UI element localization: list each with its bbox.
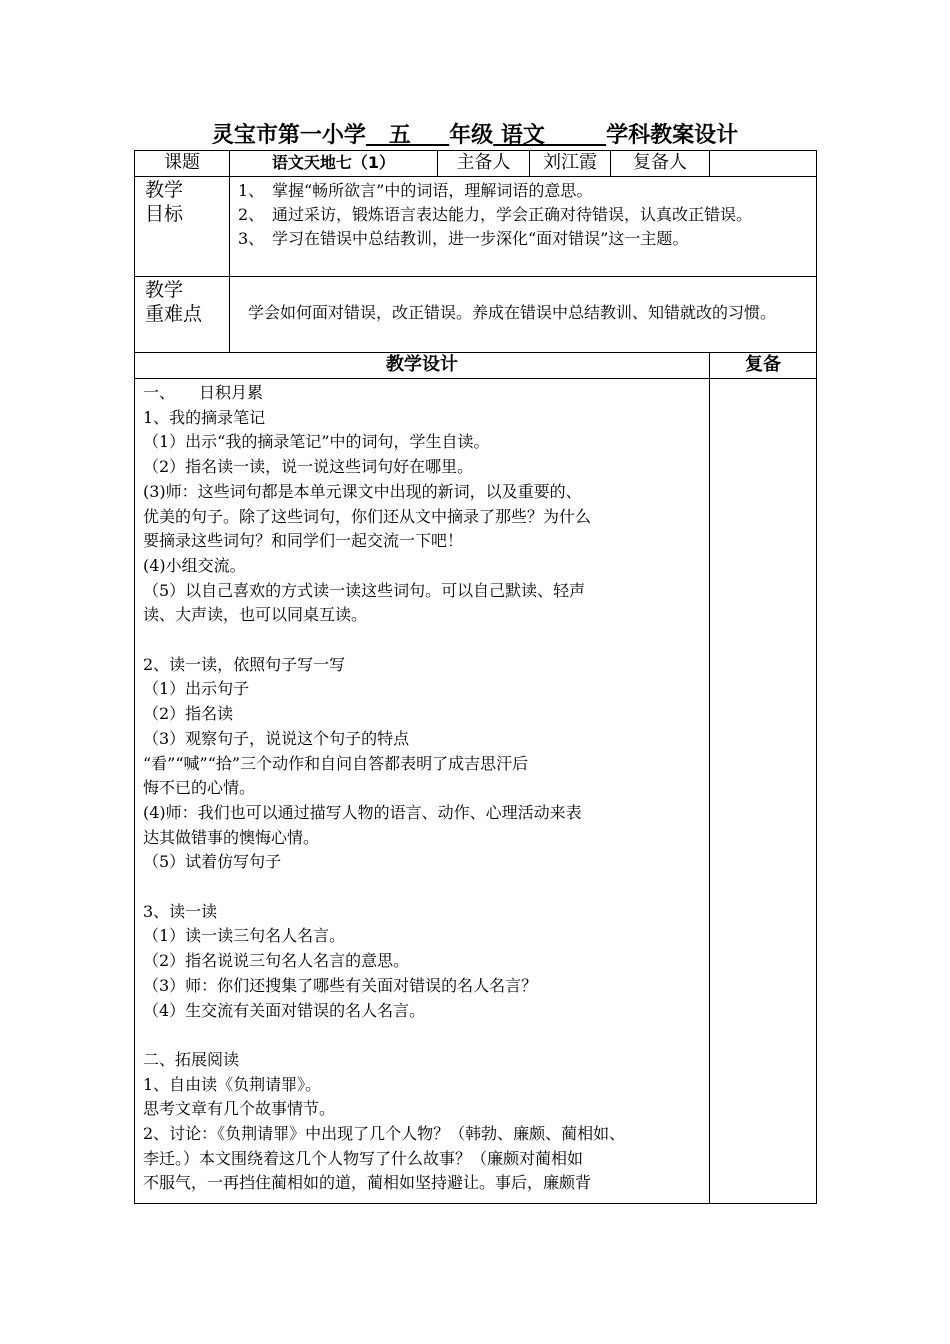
design-line: （3）观察句子，说说这个句子的特点 <box>143 728 410 748</box>
design-line: 要摘录这些词句？和同学们一起交流一下吧！ <box>143 531 464 551</box>
design-line: 一、 日积月累 <box>143 383 264 402</box>
review-body <box>710 379 817 1204</box>
goals-label-line1: 教学 <box>145 179 184 201</box>
goal-item-2-text: 通过采访，锻炼语言表达能力，学会正确对待错误，认真改正错误。 <box>272 205 753 224</box>
design-body-cell <box>135 379 710 1204</box>
design-line <box>143 875 703 900</box>
key-points-label-line2: 重难点 <box>145 303 203 325</box>
design-line: (3)师：这些词句都是本单元课文中出现的新词，以及重要的、 <box>143 481 582 501</box>
document-title <box>0 121 950 151</box>
design-line: 2、读一读，依照句子写一写 <box>143 654 346 674</box>
design-line: 思考文章有几个故事情节。 <box>143 1099 336 1119</box>
design-line: （5）以自己喜欢的方式读一读这些词句。可以自己默读、轻声 <box>143 580 586 600</box>
design-line: （2）指名读 <box>143 704 234 724</box>
key-points-label-line1: 教学 <box>145 279 184 301</box>
design-line <box>143 628 703 653</box>
design-header-row <box>135 353 817 379</box>
goals-label <box>135 177 230 277</box>
design-line: (4)师：我们也可以通过描写人物的语言、动作、心理活动来表 <box>143 802 582 822</box>
design-line <box>143 1023 703 1048</box>
design-line: 1、自由读《负荆请罪》。 <box>143 1074 322 1094</box>
goal-item-2-num: 2、 <box>238 205 265 224</box>
design-body <box>135 379 709 1203</box>
goals-content <box>230 177 817 277</box>
goal-item-1-text: 掌握“畅所欲言”中的词语，理解词语的意思。 <box>272 181 593 200</box>
design-heading: 教学设计 <box>135 353 710 379</box>
lesson-plan-table <box>134 150 817 1204</box>
design-line: 读、大声读，也可以同桌互读。 <box>143 605 368 625</box>
design-line: （2）指名说说三句名人名言的意思。 <box>143 951 410 971</box>
topic-value: 语文天地七（1） <box>230 151 438 177</box>
goal-item-3-num: 3、 <box>238 229 265 248</box>
title-grade: 五 <box>388 123 411 148</box>
goal-item-2 <box>238 203 810 227</box>
design-line: 二、拓展阅读 <box>143 1049 240 1069</box>
design-body-row <box>135 379 817 1204</box>
design-line: 不服气，一再挡住蔺相如的道，蔺相如坚持避让。事后，廉颇背 <box>143 1173 592 1193</box>
review-heading: 复备 <box>710 353 817 379</box>
key-points-label <box>135 277 230 353</box>
co-preparer-value <box>710 151 817 177</box>
title-grade-blank <box>366 121 449 151</box>
goals-label-line2: 目标 <box>145 203 184 225</box>
title-subject-blank <box>493 121 606 151</box>
goal-item-3-text: 学习在错误中总结教训，进一步深化“面对错误”这一主题。 <box>272 229 689 248</box>
design-line: （5）试着仿写句子 <box>143 852 282 872</box>
goals-row <box>135 177 817 277</box>
main-preparer-value: 刘江霞 <box>530 151 611 177</box>
design-line: 优美的句子。除了这些词句，你们还从文中摘录了那些？为什么 <box>143 506 592 526</box>
design-line: 3、读一读 <box>143 901 218 921</box>
design-line: 悔不已的心情。 <box>143 778 256 798</box>
title-suffix: 学科教案设计 <box>606 123 739 148</box>
design-line: （1）出示“我的摘录笔记”中的词句，学生自读。 <box>143 432 490 452</box>
key-points-row <box>135 277 817 353</box>
design-line: 达其做错事的懊悔心情。 <box>143 827 320 847</box>
goal-item-3 <box>238 227 810 251</box>
topic-label: 课题 <box>135 151 230 177</box>
design-line: （1）出示句子 <box>143 679 250 699</box>
goal-item-1 <box>238 179 810 203</box>
design-line: 李迁。）本文围绕着这几个人物写了什么故事？（廉颇对蔺相如 <box>143 1148 584 1168</box>
title-grade-suffix: 年级 <box>449 123 494 148</box>
co-preparer-label: 复备人 <box>611 151 710 177</box>
main-preparer-label: 主备人 <box>438 151 530 177</box>
design-line: “看”“喊”“拾”三个动作和自问自答都表明了成吉思汗后 <box>143 753 529 773</box>
key-points-content: 学会如何面对错误，改正错误。养成在错误中总结教训、知错就改的习惯。 <box>230 277 817 353</box>
design-line: （1）读一读三句名人名言。 <box>143 926 346 946</box>
design-line: (4)小组交流。 <box>143 555 246 575</box>
design-line: （2）指名读一读，说一说这些词句好在哪里。 <box>143 457 474 477</box>
design-line: 2、讨论：《负荆请罪》中出现了几个人物？（韩勃、廉颇、蔺相如、 <box>143 1124 626 1144</box>
title-school: 灵宝市第一小学 <box>211 123 366 148</box>
header-row <box>135 151 817 177</box>
title-subject: 语文 <box>500 123 545 148</box>
design-line: （4）生交流有关面对错误的名人名言。 <box>143 1000 426 1020</box>
goal-item-1-num: 1、 <box>238 181 265 200</box>
design-line: 1、我的摘录笔记 <box>143 407 266 427</box>
design-line: （3）师：你们还搜集了哪些有关面对错误的名人名言？ <box>143 975 538 995</box>
